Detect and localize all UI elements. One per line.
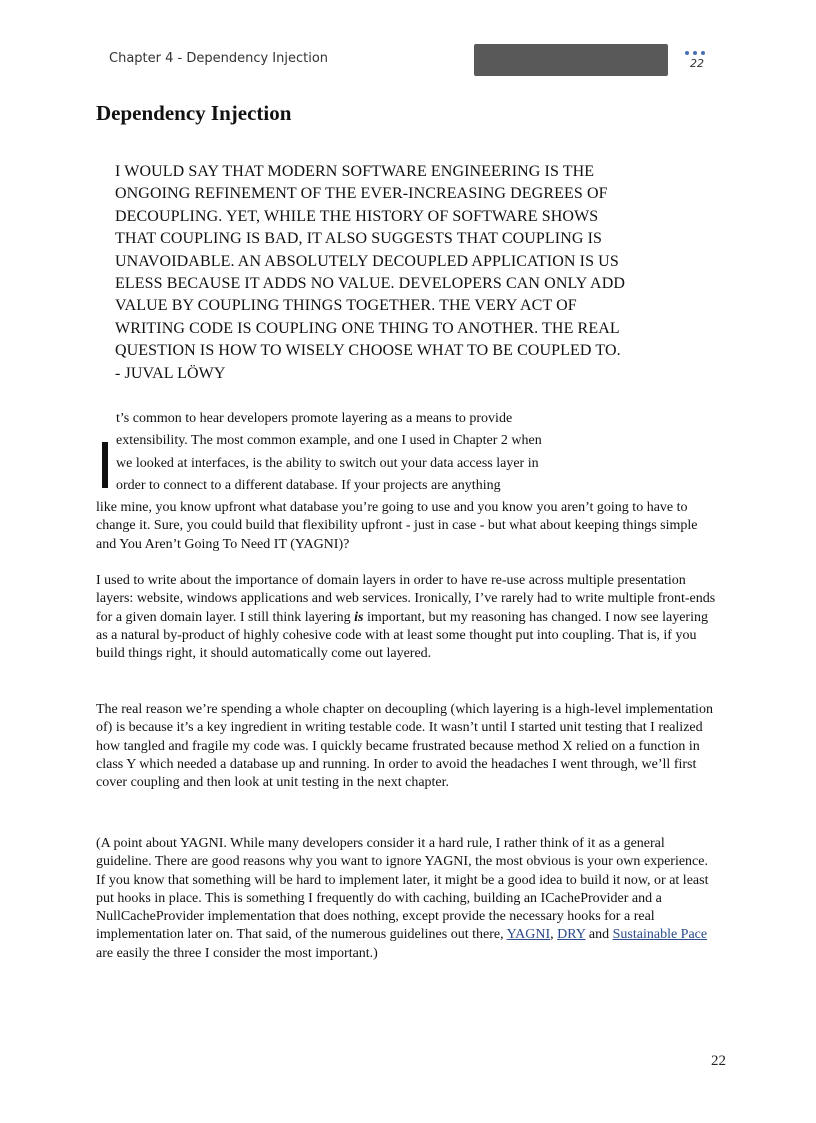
paragraph-domain-layers xyxy=(96,572,716,663)
intro-line: order to connect to a different database. If your projects are anything xyxy=(116,478,501,493)
intro-line: t’s common to hear developers promote layering as a means to provide xyxy=(116,411,513,426)
chapter-label: Chapter 4 - Dependency Injection xyxy=(109,51,329,66)
page-title: Dependency Injection xyxy=(96,101,292,125)
dry-link[interactable]: DRY xyxy=(557,927,586,943)
paragraph-decoupling: The real reason we’re spending a whole chapter on decoupling (which layering is a high-level implementation of) is because it’s a key ingredient in writing testable code. It wasn’t until I started unit testing that I realized how tangled and fragile my code was. I quickly became frustrated because method X relied on a function in class Y which needed a database up and running. In order to avoid the headaches I went through, we’ll first cover coupling and then look at unit testing in the next chapter. xyxy=(96,702,713,791)
quote-line: VALUE BY COUPLING THINGS TOGETHER. THE VERY ACT OF xyxy=(115,297,577,315)
paragraph-text: I used to write about the importance of domain layers in order to have re-use across multiple presentation layers: website, windows applications and web services. Ironically, I’ve rarely had to write multiple front-ends for a given domain layer. I still think layering xyxy=(96,573,716,625)
quote-attribution: - JUVAL LÖWY xyxy=(115,364,226,382)
quote-line: QUESTION IS HOW TO WISELY CHOOSE WHAT TO BE COUPLED TO. xyxy=(115,342,621,360)
footer-page-number: 22 xyxy=(711,1053,726,1069)
quote-line: I WOULD SAY THAT MODERN SOFTWARE ENGINEERING IS THE xyxy=(115,163,595,180)
header-page-number: 22 xyxy=(690,57,704,70)
paragraph-text: important, but my reasoning has changed. I now see layering as a natural by-product of highly cohesive code with at least some thought put into coupling. That is, if you build things right, it should automatically come out layered. xyxy=(96,609,708,662)
drop-cap-letter xyxy=(102,442,108,488)
intro-line: extensibility. The most common example, and one I used in Chapter 2 when xyxy=(116,433,542,448)
yagni-link[interactable]: YAGNI xyxy=(506,927,551,943)
sustainable-pace-link[interactable]: Sustainable Pace xyxy=(612,927,708,943)
header-bar xyxy=(474,44,668,76)
page-header xyxy=(0,0,816,80)
quote-line: WRITING CODE IS COUPLING ONE THING TO ANOTHER. THE REAL xyxy=(115,319,620,337)
paragraph-text: are easily the three I consider the most important.) xyxy=(96,945,378,961)
intro-continuation: like mine, you know upfront what database you’re going to use and you know you aren’t going to have to change it. Sure, you could build that flexibility upfront - just in case - but what about keeping things simple and You Aren’t Going To Need IT (YAGNI)? xyxy=(96,500,698,552)
quote-line: THAT COUPLING IS BAD, IT ALSO SUGGESTS THAT COUPLING IS xyxy=(115,230,603,248)
quote-line: UNAVOIDABLE. AN ABSOLUTELY DECOUPLED APPLICATION IS US xyxy=(115,252,619,270)
quote-line: ELESS BECAUSE IT ADDS NO VALUE. DEVELOPERS CAN ONLY ADD xyxy=(115,275,626,293)
separator-text: and xyxy=(585,927,613,943)
quote-line: DECOUPLING. YET, WHILE THE HISTORY OF SOFTWARE SHOWS xyxy=(115,207,599,225)
paragraph-text: (A point about YAGNI. While many developers consider it a hard rule, I rather think of it as a general guideline. There are good reasons why you want to ignore YAGNI, the most obvious is your own experience. If you know that something will be hard to implement later, it might be a good idea to build it now, or at least put hooks in place. This is something I frequently do with caching, building an ICacheProvider and a NullCacheProvider implementation that does nothing, except provide the necessary hooks for a real implementation later on. That said, of the numerous guidelines out there, xyxy=(96,836,709,943)
separator-text: , xyxy=(550,927,558,943)
quote-line: ONGOING REFINEMENT OF THE EVER-INCREASING DEGREES OF xyxy=(115,185,608,203)
paragraph-yagni xyxy=(96,835,716,963)
emphasis-text: is xyxy=(354,609,364,625)
epigraph-quote xyxy=(115,161,645,385)
intro-line: we looked at interfaces, is the ability to switch out your data access layer in xyxy=(116,456,539,471)
